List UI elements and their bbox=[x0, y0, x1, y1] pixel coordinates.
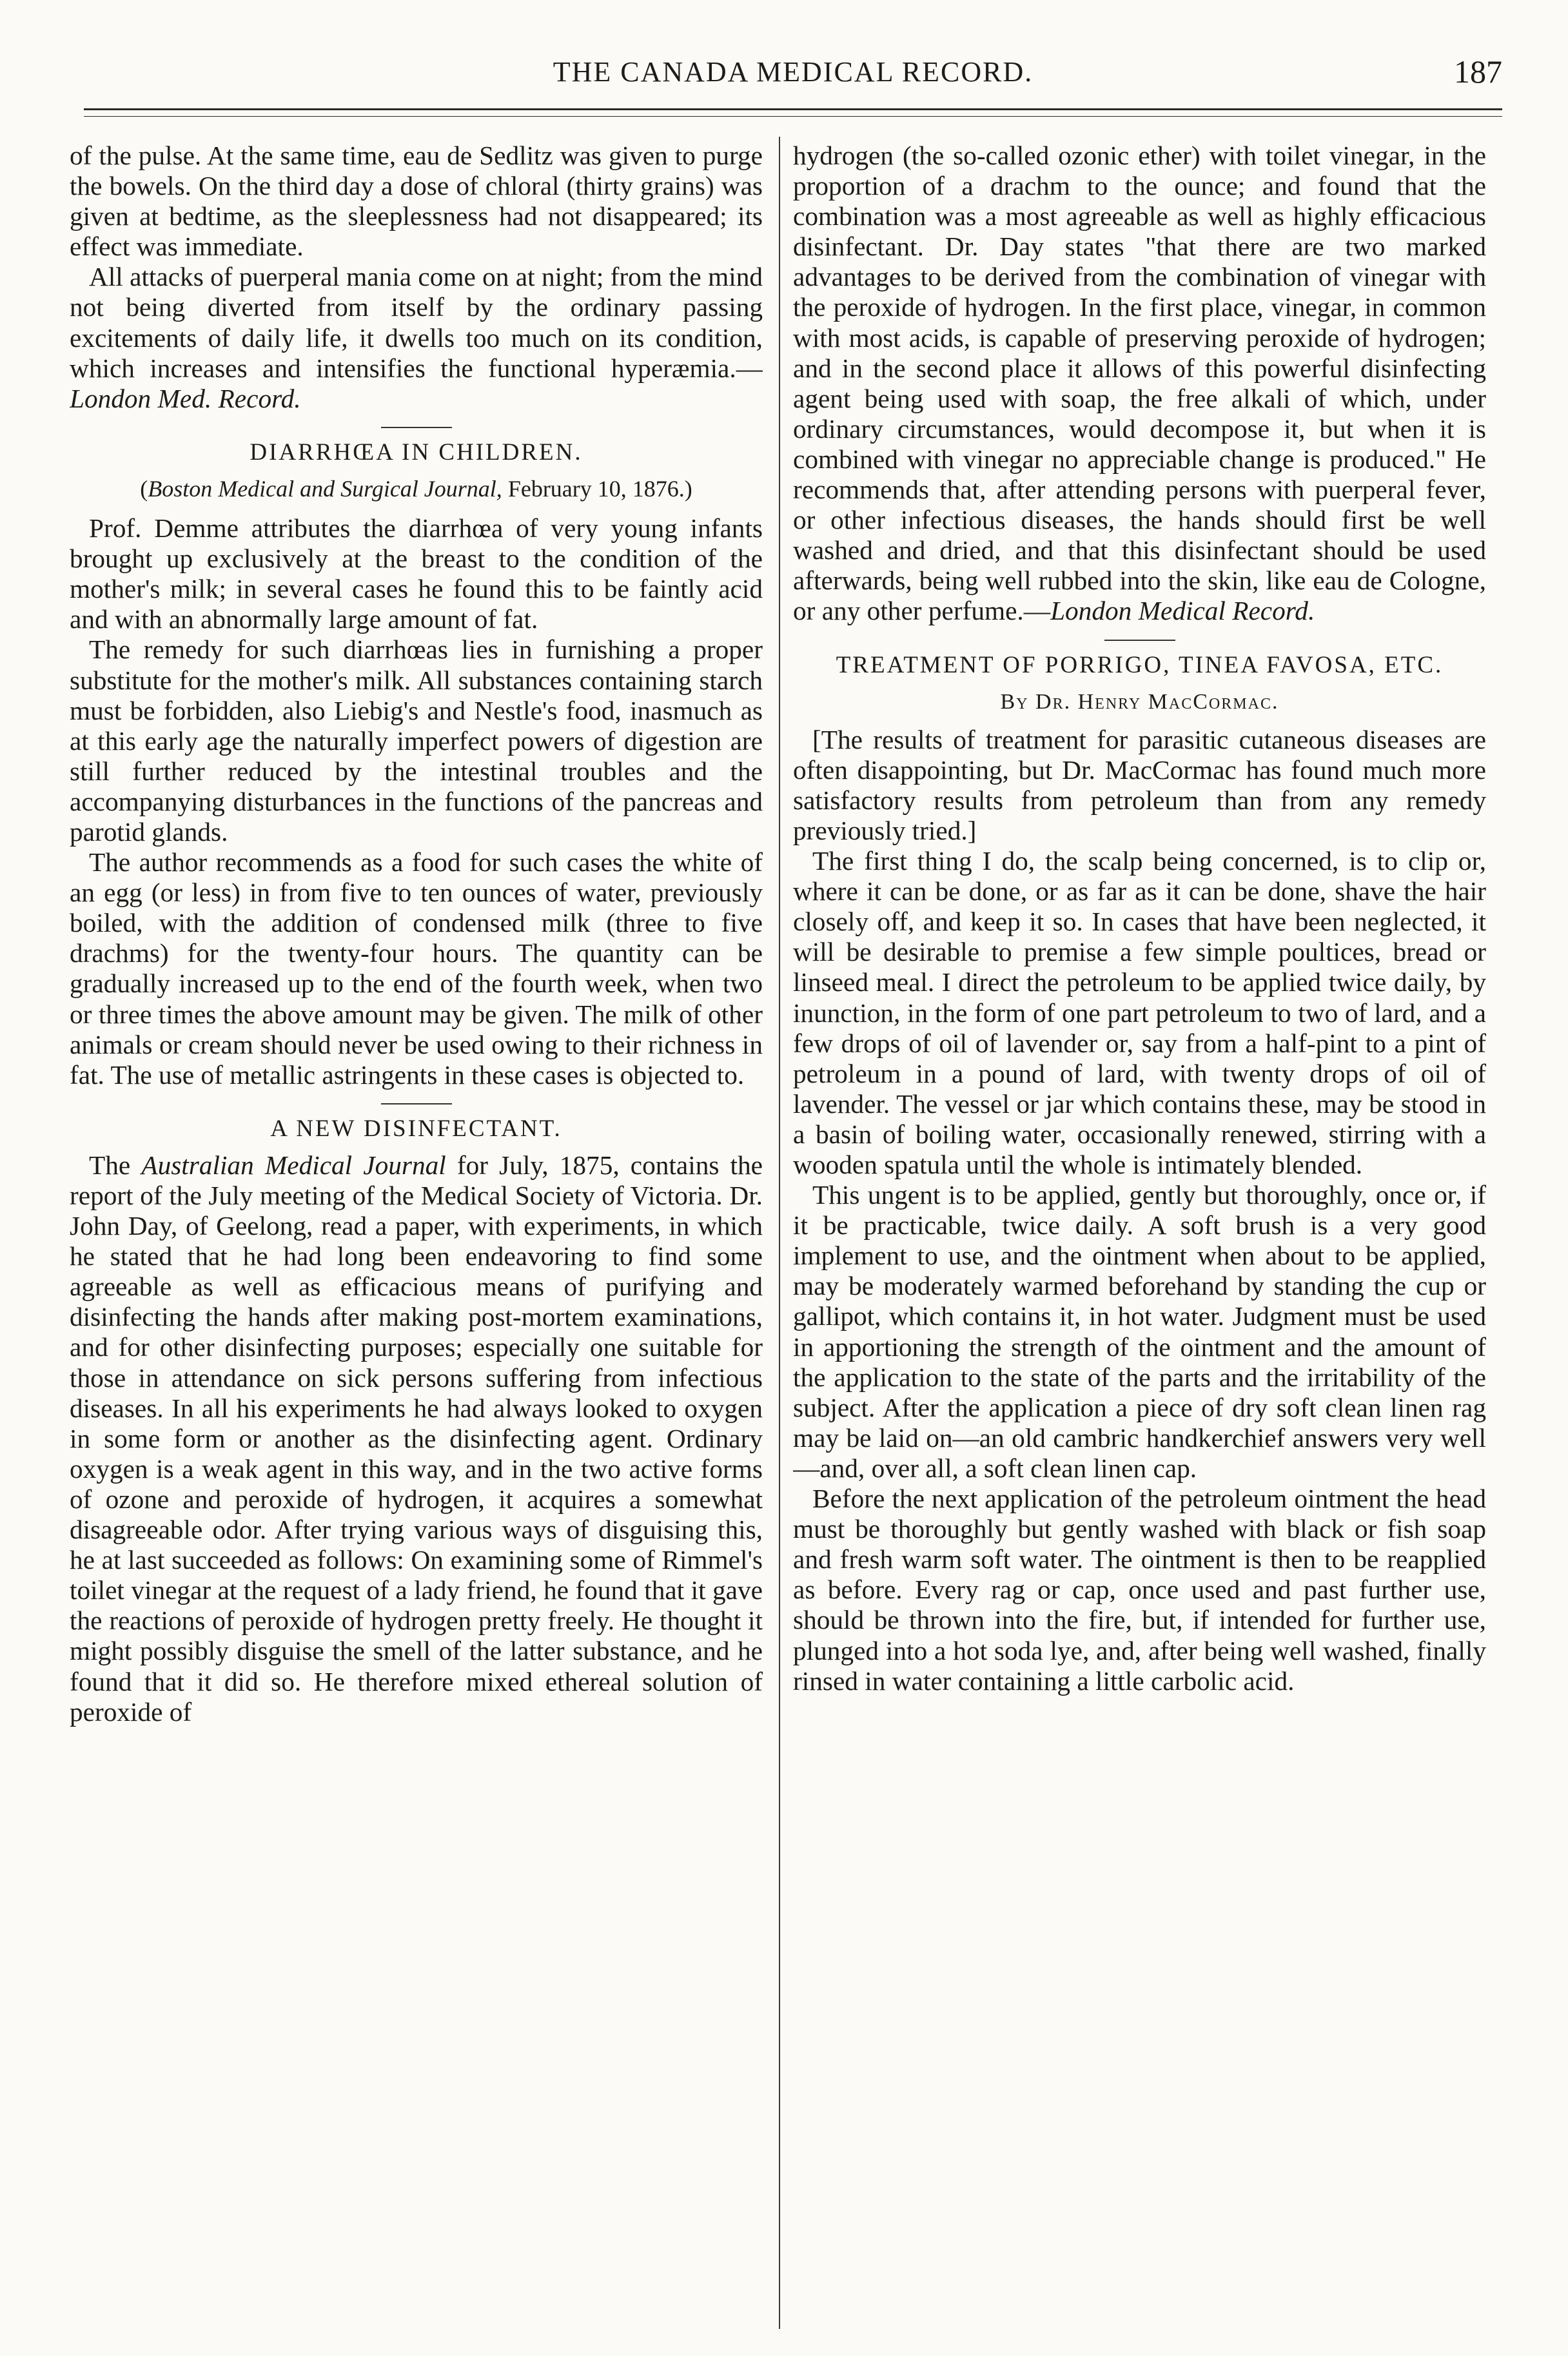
header-rule bbox=[84, 108, 1502, 110]
porrigo-paragraph-3: Before the next application of the petroleum ointment the head must be thoroughly but gently washed with black or fish soap and fresh warm soft water. The ointment is then to be reapplied as before. Every rag or cap, once used and past further use, should be thrown into the fire, but, if intended for further use, plunged into a hot soda lye, and, after being well washed, finally rinsed in water containing a little carbolic acid. bbox=[793, 1484, 1486, 1696]
porrigo-heading: TREATMENT OF PORRIGO, TINEA FAVOSA, ETC. bbox=[836, 651, 1444, 678]
diarrhoea-source-date: February 10, 1876. bbox=[502, 475, 685, 502]
disinfectant-journal: Australian Medical Journal bbox=[141, 1150, 446, 1180]
diarrhoea-paragraph-3: The author recommends as a food for such cases the white of an egg (or less) in from five to ten ounces of water, previously boiled, with the addition of condensed milk (three to five drachms) for the twenty-four hours. The quantity can be gradually increased up to the end of the fourth week, when two or three times the above amount may be given. The milk of other animals or cream should never be used owing to their richness in fat. The use of metallic astringents in these cases is objected to. bbox=[70, 847, 763, 1090]
page-header bbox=[84, 50, 1502, 95]
section-divider bbox=[1104, 640, 1175, 641]
section-divider bbox=[381, 427, 452, 428]
diarrhoea-source-journal: Boston Medical and Surgical Journal, bbox=[148, 475, 502, 502]
diarrhoea-paragraph-1: Prof. Demme attributes the diarrhœa of very young infants brought up exclusively at the breast to the condition of the mother's milk; in several cases he found this to be faintly acid and with an abnormally large amount of fat. bbox=[70, 513, 763, 634]
page-number: 187 bbox=[1454, 54, 1502, 90]
disinfectant-paragraph-1 bbox=[70, 1150, 763, 1727]
header-rule-thin bbox=[84, 116, 1502, 117]
disinfectant-source: London Medical Record. bbox=[1050, 596, 1315, 626]
diarrhoea-source: (Boston Medical and Surgical Journal, February 10, 1876.) bbox=[140, 475, 692, 502]
disinfectant-heading: A NEW DISINFECTANT. bbox=[270, 1115, 562, 1142]
porrigo-paragraph-2: This ungent is to be applied, gently but thoroughly, once or, if it be practicable, twice daily. A soft brush is a very good implement to use, and the ointment when about to be applied, may be moderately warmed beforehand by standing the cup or gallipot, which contains it, in hot water. Judgment must be used in apportioning the strength of the ointment and the amount of the application to the state of the parts and the irritability of the subject. After the application a piece of dry soft clean linen rag may be laid on—an old cambric handkerchief answers very well—and, over all, a soft clean linen cap. bbox=[793, 1180, 1486, 1483]
disinfectant-continued bbox=[793, 141, 1486, 627]
porrigo-byline: By Dr. Henry MacCormac. bbox=[1000, 689, 1279, 714]
column-divider bbox=[779, 137, 780, 2329]
puerperal-paragraph-1: of the pulse. At the same time, eau de Sedlitz was given to purge the bowels. On the third day a dose of chloral (thirty grains) was given at bedtime, as the sleeplessness had not disappeared; its effect was immediate. bbox=[70, 141, 763, 262]
running-title: THE CANADA MEDICAL RECORD. bbox=[553, 56, 1034, 88]
puerperal-paragraph-2-text: All attacks of puerperal mania come on at night; from the mind not being diverted from itself by the ordinary passing excitements of daily life, it dwells too much on its condition, which increases and intensifies the functional hyperæmia.— bbox=[70, 262, 763, 383]
left-column bbox=[70, 141, 763, 2326]
disinfectant-continued-text: hydrogen (the so-called ozonic ether) with toilet vinegar, in the proportion of a drachm to the ounce; and found that the combination was a most agreeable as well as highly efficacious disinfectant. Dr. Day states "that there are two marked advantages to be derived from the combination of vinegar with the peroxide of hydrogen. In the first place, vinegar, in common with most acids, is capable of preserving peroxide of hydrogen; and in the second place it allows of this powerful disinfecting agent being used with soap, the free alkali of which, under ordinary circumstances, would decompose it, but when it is combined with vinegar no appreciable change is produced." He recommends that, after attending persons with puerperal fever, or other infectious diseases, the hands should first be well washed and dried, and that this disinfectant should be used afterwards, being well rubbed into the skin, like eau de Cologne, or any other perfume.— bbox=[793, 141, 1486, 626]
porrigo-paragraph-1: The first thing I do, the scalp being concerned, is to clip or, where it can be done, or as far as it can be done, shave the hair closely off, and keep it so. In cases that have been neglected, it will be desirable to premise a few simple poultices, bread or linseed meal. I direct the petroleum to be applied twice daily, by inunction, in the form of one part petroleum to two of lard, and a few drops of oil of lavender or, say from a half-pint to a pint of petroleum in a pound of lard, with twenty drops of oil of lavender. The vessel or jar which contains these, may be stood in a basin of boiling water, occasionally renewed, stirring with a wooden spatula until the whole is intimately blended. bbox=[793, 846, 1486, 1179]
diarrhoea-heading: DIARRHŒA IN CHILDREN. bbox=[250, 438, 583, 466]
section-divider bbox=[381, 1103, 452, 1104]
disinfectant-paragraph-1-b: for July, 1875, contains the report of the July meeting of the Medical Society of Victoria. Dr. John Day, of Geelong, read a paper, with experiments, in which he stated that he had long been endeavoring to find some agreeable as well as efficacious means of purifying and disinfecting the hands after making post-mortem examinations, and for other disinfecting purposes; especially one suitable for those in attendance on sick persons suffering from infectious diseases. In all his experiments he had always looked to oxygen in some form or another as the disinfecting agent. Ordinary oxygen is a weak agent in this way, and in the two active forms of ozone and peroxide of hydrogen, it acquires a somewhat disagreeable odor. After trying various ways of disguising this, he at last succeeded as follows: On examining some of Rimmel's toilet vinegar at the request of a lady friend, he found that it gave the reactions of peroxide of hydrogen pretty freely. He thought it might possibly disguise the smell of the latter substance, and he found that it did so. He therefore mixed ethereal solution of peroxide of bbox=[70, 1150, 763, 1727]
porrigo-intro: [The results of treatment for parasitic cutaneous diseases are often disappointing, but Dr. MacCormac has found much more satisfactory results from petroleum than from any remedy previously tried.] bbox=[793, 724, 1486, 845]
puerperal-source: London Med. Record. bbox=[70, 383, 301, 413]
right-column bbox=[793, 141, 1486, 2326]
puerperal-paragraph-2 bbox=[70, 262, 763, 413]
disinfectant-paragraph-1-a: The bbox=[89, 1150, 142, 1180]
diarrhoea-paragraph-2: The remedy for such diarrhœas lies in furnishing a proper substitute for the mother's milk. All substances containing starch must be forbidden, also Liebig's and Nestle's food, inasmuch as at this early age the naturally imperfect powers of digestion are still further reduced by the intestinal troubles and the accompanying disturbances in the functions of the pancreas and parotid glands. bbox=[70, 634, 763, 847]
